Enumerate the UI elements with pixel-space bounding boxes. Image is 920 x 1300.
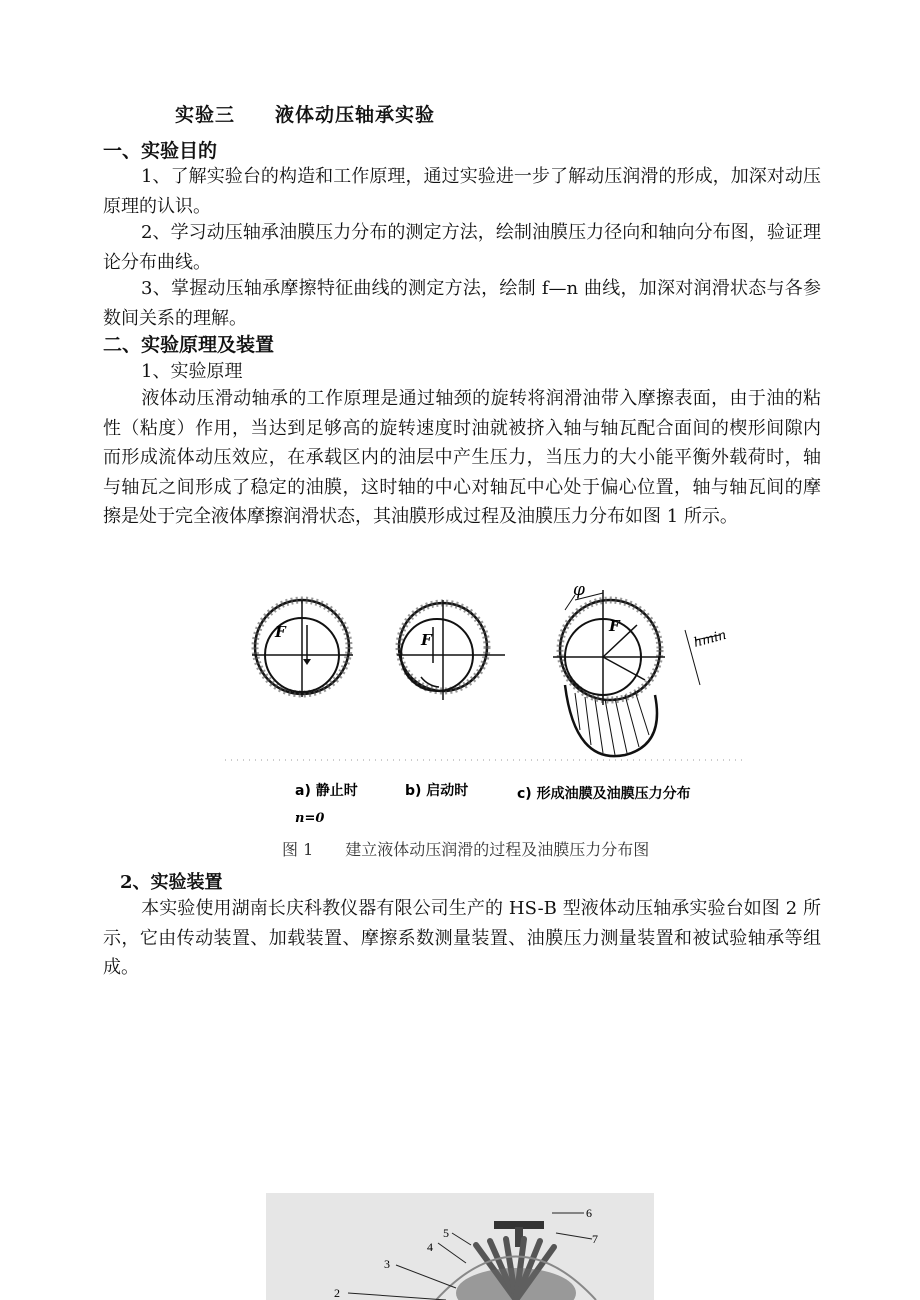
section-2-heading: 二、实验原理及装置 — [103, 334, 275, 356]
label-a-speed: n=0 — [295, 811, 325, 826]
test-rig-photo — [266, 1193, 654, 1300]
callout-4: 4 — [427, 1240, 433, 1254]
section-1-heading: 一、实验目的 — [103, 140, 218, 162]
label-c-film: c) 形成油膜及油膜压力分布 — [517, 786, 691, 802]
force-label-c: F — [609, 617, 620, 635]
figure-2-photo — [266, 1193, 654, 1300]
callout-2: 2 — [334, 1286, 340, 1300]
bearing-at-rest — [252, 600, 353, 697]
figure-1-diagram — [225, 565, 745, 830]
label-b-starting: b) 启动时 — [405, 783, 469, 799]
callout-5: 5 — [443, 1226, 449, 1240]
label-a-static: a) 静止时 — [295, 783, 358, 799]
force-label-b: F — [421, 631, 432, 649]
subsection-principle: 1、实验原理 — [141, 361, 243, 382]
hmin-label: hmin — [692, 627, 729, 651]
subsection-device: 2、实验装置 — [120, 872, 223, 893]
force-label-a: F — [275, 623, 286, 641]
objective-1: 1、了解实验台的构造和工作原理，通过实验进一步了解动压润滑的形成，加深对动压原理的认识。 — [103, 166, 821, 217]
bearing-film-formed — [553, 590, 720, 756]
bearing-starting — [397, 600, 505, 700]
page-title: 实验三 液体动压轴承实验 — [175, 104, 436, 126]
objective-3: 3、掌握动压轴承摩擦特征曲线的测定方法，绘制 f—n 曲线，加深对润滑状态与各参数间关系的理解。 — [103, 278, 821, 329]
phi-label: φ — [573, 580, 585, 600]
callout-6: 6 — [586, 1206, 592, 1220]
figure-1-caption: 图 1 建立液体动压润滑的过程及油膜压力分布图 — [282, 840, 650, 859]
objective-2: 2、学习动压轴承油膜压力分布的测定方法，绘制油膜压力径向和轴向分布图，验证理论分布曲线。 — [103, 222, 821, 273]
principle-paragraph: 液体动压滑动轴承的工作原理是通过轴颈的旋转将润滑油带入摩擦表面，由于油的粘性（粘度）作用，当达到足够高的旋转速度时油就被挤入轴与轴瓦配合面间的楔形间隙内而形成流体动压效应，在承载区内的油层中产生压力，当压力的大小能平衡外载荷时，轴与轴瓦之间形成了稳定的油膜，这时轴的中心对轴瓦中心处于偏心位置，轴与轴瓦间的摩擦是处于完全液体摩擦润滑状态，其油膜形成过程及油膜压力分布如图 1 所示。 — [103, 388, 821, 527]
callout-3: 3 — [384, 1257, 390, 1271]
device-paragraph: 本实验使用湖南长庆科教仪器有限公司生产的 HS-B 型液体动压轴承实验台如图 2 所示，它由传动装置、加载装置、摩擦系数测量装置、油膜压力测量装置和被试验轴承等组成。 — [103, 898, 821, 978]
callout-7: 7 — [592, 1232, 598, 1246]
